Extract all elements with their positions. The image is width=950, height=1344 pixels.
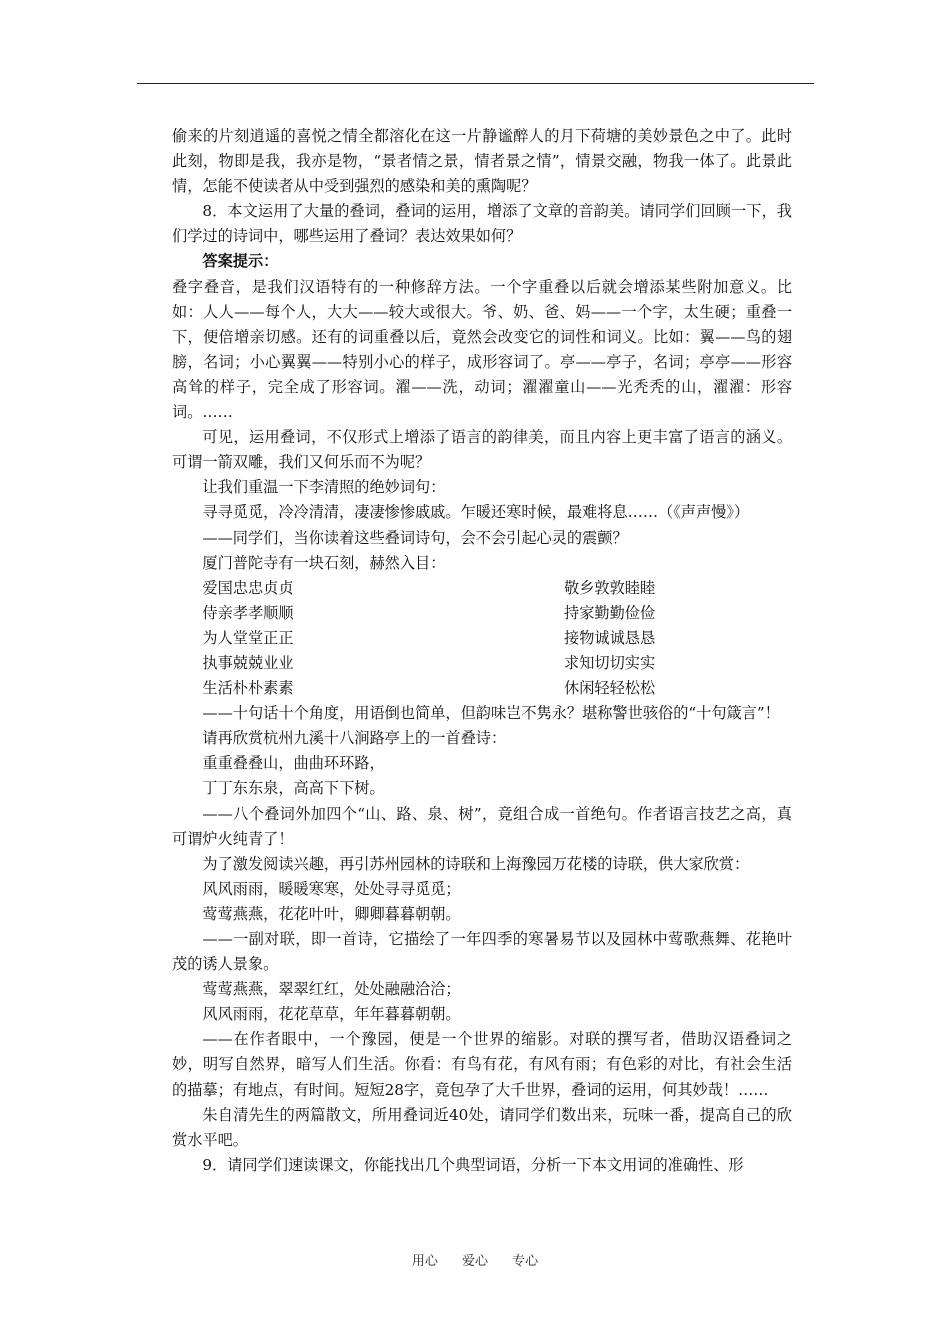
inscription-left: 侍亲孝孝顺顺 — [202, 603, 294, 622]
inscription-right: 持家勤勤俭俭 — [564, 603, 656, 622]
inscription-right: 休闲轻轻松松 — [564, 679, 656, 698]
paragraph: 厦门普陀寺有一块石刻，赫然入目： — [202, 553, 446, 572]
inscription-left: 为人堂堂正正 — [202, 628, 294, 647]
inscription-left: 生活朴朴素素 — [202, 679, 294, 698]
stone-inscription — [172, 576, 792, 701]
paragraph: 让我们重温一下李清照的绝妙词句： — [202, 478, 446, 497]
paragraph: 叠字叠音，是我们汉语特有的一种修辞方法。一个字重叠以后就会增添某些附加意义。比如：人人——每个人，大大——较大或很大。爷、奶、爸、妈——一个字，太生硬；重叠一下，便倍增亲切感。还有的词重叠以后，竟然会改变它的词性和词义。比如：翼——鸟的翅膀，名词；小心翼翼——特别小心的样子，成形容词了。亭——亭子，名词；亭亭——形容高耸的样子，完全成了形容词。濯——洗，动词；濯濯童山——光秃秃的山，濯濯：形容词。…… — [172, 277, 792, 422]
paragraph: 请再欣赏杭州九溪十八涧路亭上的一首叠诗： — [202, 729, 507, 748]
question-8: 8．本文运用了大量的叠词，叠词的运用，增添了文章的音韵美。请同学们回顾一下，我们学过的诗词中，哪些运用了叠词？表达效果如何？ — [172, 202, 792, 246]
inscription-row — [172, 626, 792, 651]
paragraph: 偷来的片刻逍遥的喜悦之情全都溶化在这一片静谧醉人的月下荷塘的美妙景色之中了。此时此刻，物即是我，我亦是物，“景者情之景，情者景之情”，情景交融，物我一体了。此景此情，怎能不使读者从中受到强烈的感染和美的熏陶呢？ — [172, 127, 792, 196]
paragraph: 为了激发阅读兴趣，再引苏州园林的诗联和上海豫园万花楼的诗联，供大家欣赏： — [202, 854, 750, 873]
inscription-row — [172, 651, 792, 676]
poem-line: 寻寻觅觅，冷冷清清，凄凄惨惨戚戚。乍暖还寒时候，最难将息……（《声声慢》） — [202, 503, 750, 522]
answer-hint-heading: 答案提示： — [202, 252, 279, 271]
question-9: 9．请同学们速读课文，你能找出几个典型词语，分析一下本文用词的准确性、形 — [202, 1155, 744, 1174]
inscription-right: 接物诚诚恳恳 — [564, 628, 656, 647]
header-rule — [137, 83, 814, 84]
paragraph: ——在作者眼中，一个豫园，便是一个世界的缩影。对联的撰写者，借助汉语叠词之妙，明写自然界，暗写人们生活。你看：有鸟有花，有风有雨；有色彩的对比，有社会生活的描摹；有地点，有时间。短短28字，竟包孕了大千世界，叠词的运用，何其妙哉！…… — [172, 1030, 792, 1099]
inscription-right: 敬乡敦敦睦睦 — [564, 578, 656, 597]
paragraph: ——一副对联，即一首诗，它描绘了一年四季的寒暑易节以及园林中莺歌燕舞、花艳叶茂的诱人景象。 — [172, 930, 792, 974]
paragraph: ——同学们，当你读着这些叠词诗句，会不会引起心灵的震颤？ — [202, 528, 628, 547]
couplet-line: 风风雨雨，暖暖寒寒，处处寻寻觅觅； — [202, 879, 461, 898]
couplet-line: 风风雨雨，花花草草，年年暮暮朝朝。 — [202, 1005, 461, 1024]
footer-motto: 用心 — [411, 1254, 438, 1269]
couplet-line: 莺莺燕燕，花花叶叶，卿卿暮暮朝朝。 — [202, 904, 461, 923]
page-footer — [0, 1250, 950, 1269]
paragraph: ——八个叠词外加四个“山、路、泉、树”，竟组合成一首绝句。作者语言技艺之高，真可谓炉火纯青了！ — [172, 804, 792, 848]
paragraph: 朱自清先生的两篇散文，所用叠词近40处，请同学们数出来，玩味一番，提高自己的欣赏水平吧。 — [172, 1105, 792, 1149]
poem-line: 丁丁东东泉，高高下下树。 — [202, 779, 385, 798]
poem-line: 重重叠叠山，曲曲环环路， — [202, 754, 385, 773]
paragraph: 可见，运用叠词，不仅形式上增添了语言的韵律美，而且内容上更丰富了语言的涵义。可谓一箭双雕，我们又何乐而不为呢？ — [172, 428, 792, 472]
inscription-left: 执事兢兢业业 — [202, 653, 294, 672]
inscription-right: 求知切切实实 — [564, 653, 656, 672]
document-body — [172, 124, 792, 1178]
footer-motto: 爱心 — [461, 1254, 488, 1269]
inscription-row — [172, 676, 792, 701]
inscription-left: 爱国忠忠贞贞 — [202, 578, 294, 597]
inscription-row — [172, 601, 792, 626]
paragraph: ——十句话十个角度，用语倒也简单，但韵味岂不隽永？堪称警世骇俗的“十句箴言”！ — [202, 704, 780, 723]
couplet-line: 莺莺燕燕，翠翠红红，处处融融洽洽； — [202, 980, 461, 999]
inscription-row — [172, 576, 792, 601]
footer-motto: 专心 — [512, 1254, 539, 1269]
